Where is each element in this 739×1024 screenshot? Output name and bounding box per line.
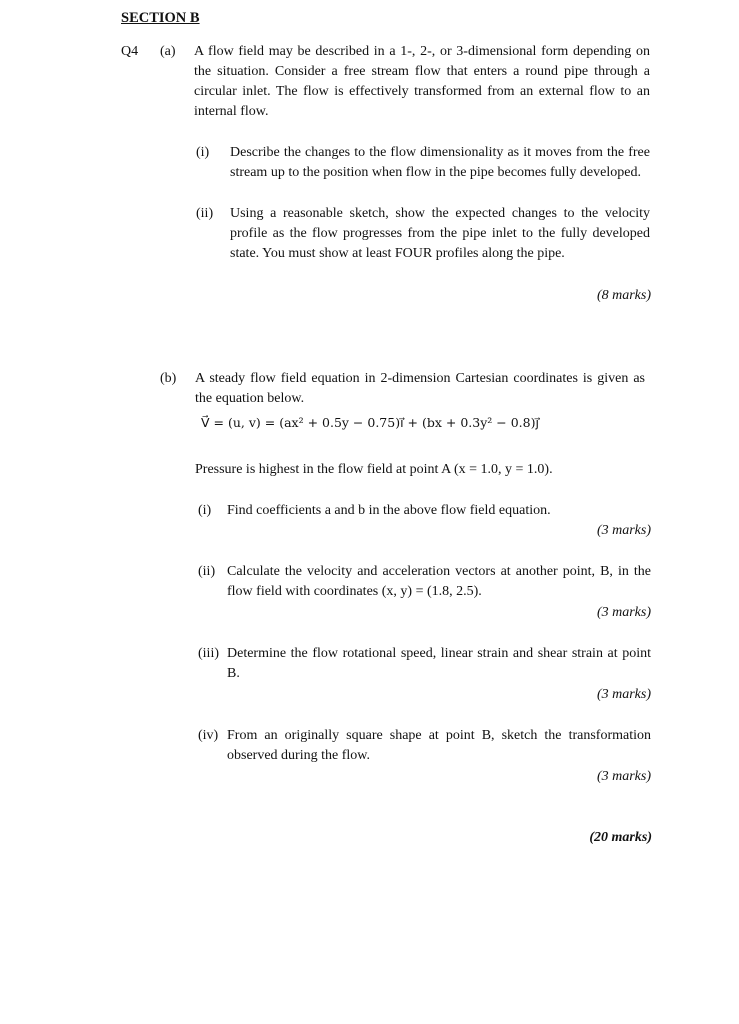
part-b-label: (b) bbox=[160, 371, 177, 386]
question-number: Q4 bbox=[121, 44, 139, 59]
part-a-label: (a) bbox=[160, 44, 176, 59]
part-a-text: A flow field may be described in a 1-, 2-, or 3-dimensional form depending on the situation. Consider a free stream flow that enters a round pipe through a circular inlet. The flow is effectively transformed from an external flow to an internal flow. bbox=[194, 44, 650, 119]
flow-field-equation: V⃗ = (u, v) = (ax² + 0.5y − 0.75)i⃗ + (bx + 0.3y² − 0.8)j⃗ bbox=[201, 415, 539, 430]
total-marks: (20 marks) bbox=[589, 830, 652, 845]
part-b-sub-iii-text: Determine the flow rotational speed, linear strain and shear strain at point B. bbox=[227, 646, 651, 681]
part-a-marks: (8 marks) bbox=[596, 288, 651, 303]
part-b-sub-iv-marks: (3 marks) bbox=[596, 769, 651, 784]
part-b-sub-i-marks: (3 marks) bbox=[596, 523, 651, 538]
part-b-sub-iv-label: (iv) bbox=[198, 728, 219, 743]
part-b-sub-i-text: Find coefficients a and b in the above flow field equation. bbox=[227, 503, 551, 518]
pressure-statement: Pressure is highest in the flow field at point A (x = 1.0, y = 1.0). bbox=[195, 462, 553, 477]
part-b-text: A steady flow field equation in 2-dimension Cartesian coordinates is given as the equation below. bbox=[195, 371, 645, 406]
part-a-sub-ii-label: (ii) bbox=[196, 206, 214, 221]
part-b-sub-ii-label: (ii) bbox=[198, 564, 216, 579]
part-b-sub-ii-text: Calculate the velocity and acceleration vectors at another point, B, in the flow field with coordinates (x, y) = (1.8, 2.5). bbox=[227, 564, 651, 599]
part-b-sub-ii-marks: (3 marks) bbox=[596, 605, 651, 620]
part-b-sub-iii-marks: (3 marks) bbox=[596, 687, 651, 702]
part-a-sub-i-text: Describe the changes to the flow dimensionality as it moves from the free stream up to the position when flow in the pipe becomes fully developed. bbox=[230, 145, 650, 180]
part-b-sub-i-label: (i) bbox=[198, 503, 212, 518]
section-title: SECTION B bbox=[121, 10, 200, 26]
part-a-sub-ii-text: Using a reasonable sketch, show the expected changes to the velocity profile as the flow progresses from the pipe inlet to the fully developed state. You must show at least FOUR profiles along the pipe. bbox=[230, 206, 650, 261]
part-b-sub-iii-label: (iii) bbox=[198, 646, 219, 661]
part-b-sub-iv-text: From an originally square shape at point B, sketch the transformation observed during the flow. bbox=[227, 728, 651, 763]
part-a-sub-i-label: (i) bbox=[196, 145, 210, 160]
